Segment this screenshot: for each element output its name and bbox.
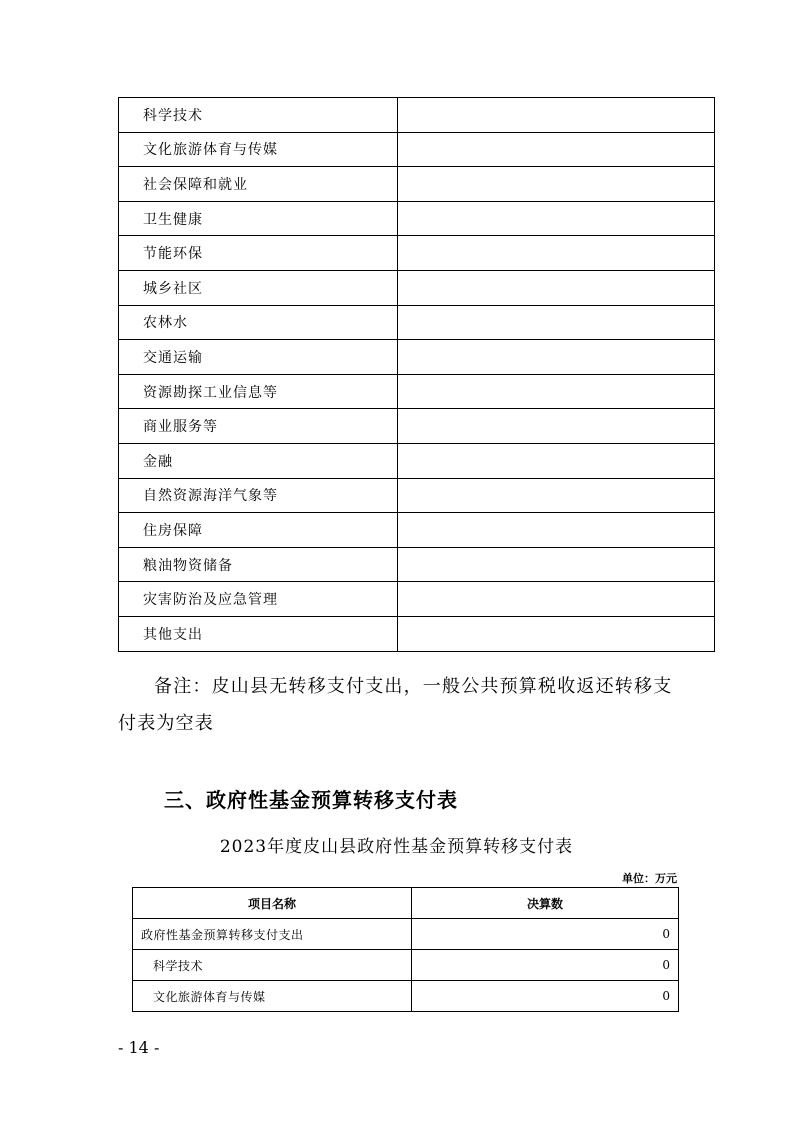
unit-label: 单位：万元 xyxy=(622,872,677,885)
table-title: 2023年度皮山县政府性基金预算转移支付表 xyxy=(219,837,574,857)
item-value: 0 xyxy=(412,919,679,950)
category-name: 灾害防治及应急管理 xyxy=(119,582,398,617)
table-row xyxy=(119,513,715,548)
page-number: - 14 - xyxy=(118,1038,160,1057)
category-name: 其他支出 xyxy=(119,616,398,651)
category-value xyxy=(398,374,715,409)
category-value xyxy=(398,201,715,236)
category-value xyxy=(398,132,715,167)
category-name: 农林水 xyxy=(119,305,398,340)
table-row xyxy=(133,919,679,950)
table-row xyxy=(119,98,715,133)
table-row xyxy=(119,132,715,167)
table-row xyxy=(119,340,715,375)
expenditure-category-table xyxy=(118,97,715,652)
table-row xyxy=(119,582,715,617)
category-value xyxy=(398,305,715,340)
table-row xyxy=(119,547,715,582)
category-name: 卫生健康 xyxy=(119,201,398,236)
remark-note xyxy=(118,668,690,742)
category-name: 交通运输 xyxy=(119,340,398,375)
category-value xyxy=(398,167,715,202)
category-name: 城乡社区 xyxy=(119,270,398,305)
table-row xyxy=(119,409,715,444)
table-row xyxy=(119,616,715,651)
category-value xyxy=(398,443,715,478)
category-value xyxy=(398,270,715,305)
category-name: 文化旅游体育与传媒 xyxy=(119,132,398,167)
table-row xyxy=(119,167,715,202)
category-value xyxy=(398,409,715,444)
category-value xyxy=(398,478,715,513)
table-header-row xyxy=(133,888,679,919)
column-header-item-name: 项目名称 xyxy=(133,888,412,919)
table-row xyxy=(133,981,679,1012)
section-heading: 三、政府性基金预算转移支付表 xyxy=(164,788,458,812)
table-row xyxy=(133,950,679,981)
table-row xyxy=(119,374,715,409)
table-row xyxy=(119,478,715,513)
category-value xyxy=(398,98,715,133)
table-row xyxy=(119,443,715,478)
item-name: 文化旅游体育与传媒 xyxy=(133,981,412,1012)
fund-transfer-table xyxy=(132,887,679,1012)
category-name: 自然资源海洋气象等 xyxy=(119,478,398,513)
table-row xyxy=(119,236,715,271)
category-name: 金融 xyxy=(119,443,398,478)
item-name: 科学技术 xyxy=(133,950,412,981)
table-row xyxy=(119,270,715,305)
category-value xyxy=(398,236,715,271)
table-row xyxy=(119,201,715,236)
table-row xyxy=(119,305,715,340)
category-name: 社会保障和就业 xyxy=(119,167,398,202)
item-value: 0 xyxy=(412,950,679,981)
category-name: 粮油物资储备 xyxy=(119,547,398,582)
category-value xyxy=(398,616,715,651)
category-value xyxy=(398,582,715,617)
category-name: 资源勘探工业信息等 xyxy=(119,374,398,409)
category-name: 科学技术 xyxy=(119,98,398,133)
category-name: 商业服务等 xyxy=(119,409,398,444)
item-name: 政府性基金预算转移支付支出 xyxy=(133,919,412,950)
category-value xyxy=(398,547,715,582)
category-name: 住房保障 xyxy=(119,513,398,548)
category-value xyxy=(398,340,715,375)
category-name: 节能环保 xyxy=(119,236,398,271)
category-value xyxy=(398,513,715,548)
column-header-final-amount: 决算数 xyxy=(412,888,679,919)
remark-text: 备注：皮山县无转移支付支出，一般公共预算税收返还转移支付表为空表 xyxy=(118,676,673,734)
item-value: 0 xyxy=(412,981,679,1012)
